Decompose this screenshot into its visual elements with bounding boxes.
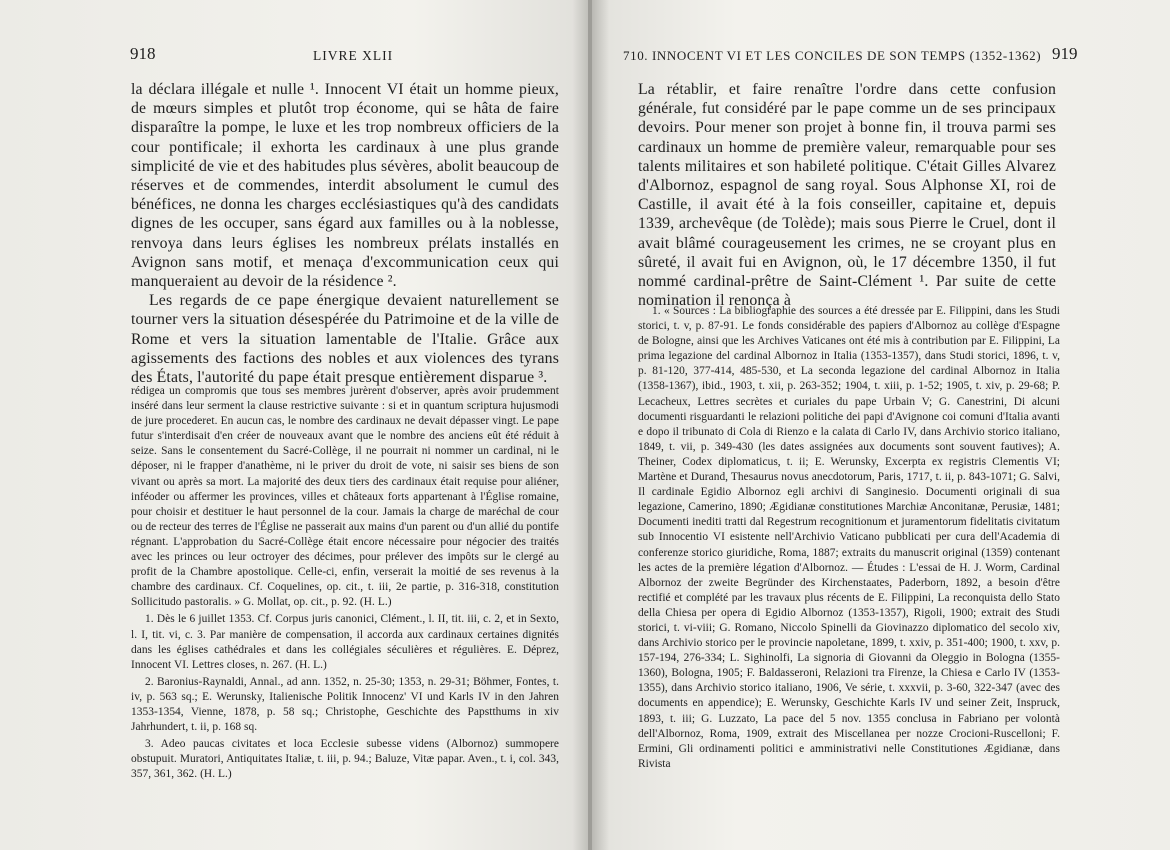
footnotes xyxy=(638,304,1060,774)
running-head: LIVRE XLII xyxy=(313,48,394,63)
footnote-continued: rédigea un compromis que tous ses membres jurèrent d'observer, après avoir prudemment inséré dans leur serment la clause restrictive suivante : si et in quantum scriptura hujusmodi de jure procederet. En aucun cas, le nombre des cardinaux ne devait dépasser vingt. Le pape futur s'interdisait d'en créer de nouveaux avant que le nombre des anciens eût été réduit à seize. Sans le consentement du Sacré-Collège, il ne pourrait ni nommer un cardinal, ni le déposer, ni le frapper d'anathème, ni le priver du droit de vote, ni saisir ses biens de son vivant ou après sa mort. La majorité des deux tiers des cardinaux était requise pour aliéner, inféoder ou affermer les provinces, villes et châteaux forts appartenant à l'Église romaine, pour choisir et destituer le haut personnel de la cour. Jamais la charge de maréchal de cour ou de recteur des terres de l'Église ne passerait aux mains d'un parent ou d'un allié du pontife régnant. L'approbation du Sacré-Collège était encore nécessaire pour négocier des traités avec les princes ou leur octroyer des décimes, pour prélever des impôts sur le clergé au profit de la Chambre apostolique. Celle-ci, enfin, verserait la moitié de ses revenus à la chambre des cardinaux. Cf. Coquelines, op. cit., t. iii, 2e partie, p. 316-318, constitution Sollicitudo pastoralis. » G. Mollat, op. cit., p. 92. (H. L.) xyxy=(131,385,559,609)
main-text xyxy=(131,80,559,387)
footnote: 2. Baronius-Raynaldi, Annal., ad ann. 1352, n. 25-30; 1353, n. 29-31; Böhmer, Fontes, t. iv, p. 563 sq.; E. Werunsky, Italienische Politik Innocenz' VI und Karls IV in den Jahren 1353-1354, Vienne, 1878, p. 58 sq.; Christophe, Geschichte des Papstthums in xiv Jahrhundert, t. ii, p. 168 sq. xyxy=(131,675,559,734)
footnote: 1. Dès le 6 juillet 1353. Cf. Corpus juris canonici, Clément., l. II, tit. iii, c. 2, et in Sexto, l. I, tit. vi, c. 3. Par manière de compensation, il accorda aux cardinaux certaines dignités dans les églises cathédrales et dans les collégiales séculières et régulières. E. Déprez, Innocent VI. Lettres closes, n. 267. (H. L.) xyxy=(131,613,559,671)
footnote: 1. « Sources : La bibliographie des sources a été dressée par E. Filippini, dans les Studi storici, t. v, p. 87-91. Le fonds considérable des papiers d'Albornoz au collège d'Espagne de Bologne, ainsi que les Archives Vaticanes ont été mis à contribution par E. Filippini, La prima legazione del cardinal Albornoz in Italia (1353-1357), dans Studi storici, 1896, t. v, p. 81-120, 377-414, 485-530, et La seconda legazione del cardinal Albornoz in Italia (1358-1367), ibid., 1903, t. xii, p. 263-352; 1904, t. xiii, p. 1-52; 1905, t. xiv, p. 29-68; P. Lecacheux, Lettres secrètes et curiales du pape Urbain V; G. Canestrini, Di alcuni documenti risguardanti le relazioni politiche dei papi d'Avignone coi comuni d'Italia avanti e dopo il tribunato di Cola di Rienzo e la calata di Carlo IV, dans Archivio storico italiano, 1849, t. vii, p. 349-430 (les dates assignées aux documents sont souvent fautives); A. Theiner, Codex diplomaticus, t. ii; E. Werunsky, Excerpta ex registris Clementis VI; Martène et Durand, Thesaurus novus anecdotorum, Paris, 1717, t. ii, p. 843-1071; G. Salvi, Il cardinale Egidio Albornoz egli archivi di Sanginesio. Documenti originali di sua legazione, Camerino, 1890; Ægidianæ constitutiones Marchiæ Anconitanæ, Perusiæ, 1481; Documenti inediti tratti dal Regestrum recognitionum et juramentorum fidelitatis civitatum sub Innocentio VI esistente nell'Archivio Vaticano pubblicati per cura dell'Academia di conferenze storico giuridiche, Roma, 1887; extraits du manuscrit original (1359) contenant les actes de la première légation d'Albornoz. — Études : L'essai de H. J. Worm, Cardinal Albornoz der zweite Begründer des Kirchenstaates, Paderborn, 1892, a besoin d'être rectifié et complété par les travaux plus récents de E. Filippini, La reconquista dello Stato della Chiesa per opera di Egidio Albornoz (1353-1357), Rigoli, 1900; extrait des Studi storici, t. vi-viii; G. Romano, Niccolo Spinelli da Giovinazzo diplomatico del secolo xiv, dans Archivio storico per le provincie napoletane, 1899, t. xxiv, p. 351-400; 1900, t. xxv, p. 157-194, 276-334; L. Sighinolfi, La signoria di Giovanni da Oleggio in Bologna (1355-1360), Bologna, 1905; F. Baldasseroni, Relazioni tra Firenze, la Chiesa e Carlo IV (1353-1355), dans Archivio storico italiano, 1906, Ve série, t. xxxvii, p. 3-60, 322-347 (avec des documents en appendice); E. Werunsky, Geschichte Karls IV und seiner Zeit, Inspruck, 1893, t. iii; G. Luzzato, La pace del 5 nov. 1355 conclusa in Fabriano per volontà dell'Albornoz, Roma, 1909, extrait des Miscellanea per nozze Crocioni-Ruscelloni; F. Ermini, Gli ordinamenti politici e amministrativi nelle Constitutiones Ægidianæ, dans Rivista xyxy=(638,305,1060,770)
footnote: 3. Adeo paucas civitates et loca Ecclesie subesse videns (Albornoz) summopere obstupuit. Muratori, Antiquitates Italiæ, t. iii, p. 94.; Baluze, Vitæ papar. Aven., t. i, col. 343, 357, 361, 362. (H. L.) xyxy=(131,738,559,781)
right-page xyxy=(592,0,1170,850)
main-text xyxy=(638,80,1056,310)
footnotes xyxy=(131,384,559,784)
paragraph: Les regards de ce pape énergique devaient naturellement se tourner vers la situation désespérée du Patrimoine et de la ville de Rome et vers la situation lamentable de l'Italie. Grâce aux agissements des factions des nobles et aux violences des tyrans des États, l'autorité du pape était presque entièrement disparue ³. xyxy=(131,292,559,387)
paragraph: la déclara illégale et nulle ¹. Innocent VI était un homme pieux, de mœurs simples et plutôt trop économe, qui se hâta de faire disparaître la pompe, le luxe et les trop nombreux officiers de la cour pontificale; il exhorta les cardinaux à une plus grande simplicité de vie et des habitudes plus sévères, abolit beaucoup de réserves et de commendes, interdit absolument le cumul des bénéfices, ne donna les charges ecclésiastiques qu'à des candidats dignes de les occuper, sans égard aux familles ou à la noblesse, renvoya dans leurs églises les nombreux prélats installés en Avignon sans motif, et menaça d'excommunication ceux qui manqueraient au devoir de la résidence ². xyxy=(131,81,559,291)
page-number: 919 xyxy=(1052,44,1078,63)
running-head: 710. INNOCENT VI ET LES CONCILES DE SON TEMPS (1352-1362) xyxy=(623,48,1042,63)
paragraph: La rétablir, et faire renaître l'ordre dans cette confusion générale, fut considéré par le pape comme un de ses principaux devoirs. Pour mener son projet à bonne fin, il trouva parmi ses cardinaux un homme de première valeur, remarquable pour ses talents militaires et son habileté politique. C'était Gilles Alvarez d'Albornoz, espagnol de sang royal. Sous Alphonse XI, roi de Castille, il avait été à la fois conseiller, capitaine et, depuis 1339, archevêque (de Tolède); mais sous Pierre le Cruel, dont il avait blâmé courageusement les crimes, ne se croyant plus en sûreté, il avait fui en Avignon, où, le 17 décembre 1350, il fut nommé cardinal-prêtre de Saint-Clément ¹. Par suite de cette nomination il renonça à xyxy=(638,81,1056,310)
page-number: 918 xyxy=(130,44,156,63)
